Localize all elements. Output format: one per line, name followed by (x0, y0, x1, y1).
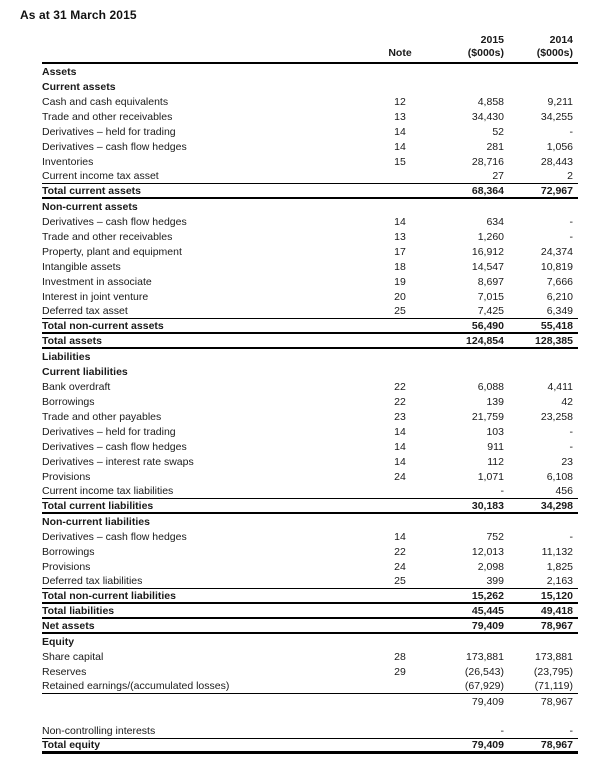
table-row (42, 154, 578, 169)
table-row (42, 139, 578, 154)
cell-label: Total liabilities (42, 604, 115, 617)
total-row (42, 619, 578, 634)
table-row (42, 214, 578, 229)
cell-label: Investment in associate (42, 275, 152, 288)
table-row (42, 94, 578, 109)
cell-v2015: 281 (486, 140, 504, 153)
cell-v2015: 21,759 (471, 410, 504, 423)
table-row (42, 394, 578, 409)
table-body (42, 64, 578, 754)
table-row (42, 574, 578, 589)
table-row (42, 289, 578, 304)
table-row (42, 304, 578, 319)
cell-label: Share capital (42, 650, 104, 663)
column-header-2014 (504, 34, 578, 60)
cell-note: 14 (394, 125, 406, 138)
cell-v2014: - (569, 425, 573, 438)
cell-v2015: 4,858 (477, 95, 504, 108)
cell-note: 14 (394, 530, 406, 543)
total-row (42, 319, 578, 334)
cell-label: Total equity (42, 739, 101, 751)
cell-v2014: 78,967 (540, 619, 573, 632)
cell-v2015: 79,409 (471, 695, 504, 708)
cell-v2015: 30,183 (471, 499, 504, 512)
cell-label: Inventories (42, 155, 94, 168)
cell-label: Net assets (42, 619, 95, 632)
cell-label: Intangible assets (42, 260, 121, 273)
cell-v2014: 6,349 (546, 305, 573, 317)
cell-label: Current assets (42, 80, 116, 93)
column-header-2014-year: 2014 (549, 34, 573, 46)
cell-v2014: - (569, 530, 573, 543)
cell-v2015: 6,088 (477, 380, 504, 393)
cell-v2014: 9,211 (547, 95, 573, 108)
cell-label: Liabilities (42, 350, 91, 363)
cell-v2014: 49,418 (540, 604, 573, 617)
cell-v2015: 399 (486, 575, 504, 587)
cell-note: 23 (394, 410, 406, 423)
cell-v2015: 27 (492, 170, 504, 182)
cell-v2014: - (569, 440, 573, 453)
cell-v2015: - (500, 725, 504, 737)
table-row (42, 109, 578, 124)
cell-label: Total current liabilities (42, 499, 154, 512)
cell-v2014: 7,666 (546, 275, 573, 288)
total-row (42, 589, 578, 604)
table-row (42, 274, 578, 289)
page-title: As at 31 March 2015 (20, 8, 137, 22)
cell-note: 22 (394, 395, 406, 408)
cell-v2014: 6,210 (546, 290, 573, 303)
cell-v2014: 11,132 (541, 545, 573, 558)
cell-v2014: 2 (567, 170, 573, 182)
cell-label: Derivatives – cash flow hedges (42, 440, 187, 453)
cell-v2015: 634 (486, 215, 504, 228)
table-row (42, 469, 578, 484)
cell-label: Current income tax liabilities (42, 485, 174, 497)
cell-v2015: 752 (486, 530, 504, 543)
cell-label: Total assets (42, 334, 102, 347)
cell-note: 13 (394, 230, 406, 243)
cell-v2014: 24,374 (540, 245, 573, 258)
cell-note: 14 (394, 440, 406, 453)
cell-v2014: 2,163 (546, 575, 573, 587)
cell-v2014: - (569, 725, 573, 737)
column-header-2015 (425, 34, 504, 60)
table-column-header (42, 34, 578, 64)
total-row (42, 184, 578, 199)
cell-v2014: 128,385 (535, 334, 573, 347)
table-row (42, 724, 578, 739)
total-row (42, 334, 578, 349)
table-row (42, 649, 578, 664)
cell-v2014: 1,056 (546, 140, 573, 153)
cell-note: 25 (394, 575, 406, 587)
cell-note: 17 (394, 245, 406, 258)
section-header-row (42, 634, 578, 649)
table-row (42, 694, 578, 709)
cell-v2015: 79,409 (471, 739, 504, 751)
section-header-row (42, 79, 578, 94)
cell-v2014: 72,967 (540, 184, 573, 197)
table-row (42, 709, 578, 724)
cell-v2015: 1,260 (477, 230, 504, 243)
table-row (42, 529, 578, 544)
cell-v2014: 15,120 (540, 589, 573, 602)
table-row (42, 544, 578, 559)
cell-label: Provisions (42, 470, 91, 483)
cell-v2014: - (569, 125, 573, 138)
section-header-row (42, 199, 578, 214)
cell-label: Bank overdraft (42, 380, 111, 393)
table-row (42, 439, 578, 454)
cell-note: 12 (394, 95, 406, 108)
cell-v2015: 8,697 (477, 275, 504, 288)
table-row (42, 409, 578, 424)
column-header-2015-year: 2015 (480, 34, 504, 46)
cell-label: Non-current assets (42, 200, 138, 213)
cell-label: Derivatives – interest rate swaps (42, 455, 194, 468)
cell-note: 22 (394, 380, 406, 393)
table-row (42, 664, 578, 679)
table-row (42, 679, 578, 694)
cell-note: 14 (394, 425, 406, 438)
cell-v2015: 68,364 (471, 184, 504, 197)
cell-label: Derivatives – held for trading (42, 425, 176, 438)
cell-v2015: - (500, 485, 504, 497)
cell-note: 28 (394, 650, 406, 663)
cell-v2015: 7,015 (477, 290, 504, 303)
cell-label: Trade and other receivables (42, 110, 173, 123)
column-header-2015-unit: ($000s) (467, 47, 504, 59)
cell-label: Assets (42, 65, 77, 78)
cell-label: Derivatives – held for trading (42, 125, 176, 138)
cell-label: Derivatives – cash flow hedges (42, 140, 187, 153)
total-row (42, 739, 578, 754)
cell-v2014: 34,255 (540, 110, 573, 123)
cell-v2015: 56,490 (471, 319, 504, 332)
cell-v2015: 12,013 (471, 545, 504, 558)
cell-label: Deferred tax asset (42, 305, 128, 317)
cell-v2015: 7,425 (477, 305, 504, 317)
cell-v2014: 173,881 (535, 650, 573, 663)
table-row (42, 124, 578, 139)
cell-v2015: 173,881 (466, 650, 504, 663)
cell-note: 20 (394, 290, 406, 303)
cell-v2014: 42 (561, 395, 573, 408)
cell-v2015: 52 (492, 125, 504, 138)
cell-v2014: 456 (555, 485, 573, 497)
cell-v2015: 1,071 (477, 470, 504, 483)
table-row (42, 484, 578, 499)
section-header-row (42, 514, 578, 529)
cell-v2014: 6,108 (546, 470, 573, 483)
cell-v2014: 1,825 (546, 560, 573, 573)
cell-v2015: 34,430 (471, 110, 504, 123)
cell-note: 13 (394, 110, 406, 123)
cell-note: 29 (394, 665, 406, 678)
cell-note: 24 (394, 470, 406, 483)
column-header-2014-unit: ($000s) (536, 47, 573, 59)
cell-v2014: 23 (561, 455, 573, 468)
cell-note: 24 (394, 560, 406, 573)
cell-v2015: 15,262 (471, 589, 504, 602)
cell-label: Provisions (42, 560, 91, 573)
cell-v2015: 112 (487, 455, 504, 468)
total-row (42, 499, 578, 514)
cell-v2014: 28,443 (540, 155, 573, 168)
cell-note: 22 (394, 545, 406, 558)
cell-label: Retained earnings/(accumulated losses) (42, 680, 230, 692)
cell-v2015: 14,547 (471, 260, 504, 273)
table-row (42, 424, 578, 439)
table-row (42, 244, 578, 259)
cell-v2014: 78,967 (540, 739, 573, 751)
cell-v2014: 34,298 (540, 499, 573, 512)
cell-v2014: 55,418 (540, 319, 573, 332)
cell-label: Total non-current liabilities (42, 589, 176, 602)
cell-label: Current liabilities (42, 365, 128, 378)
cell-v2015: 2,098 (477, 560, 504, 573)
cell-note: 25 (394, 305, 406, 317)
cell-v2014: 4,411 (547, 380, 573, 393)
cell-label: Trade and other receivables (42, 230, 173, 243)
cell-label: Derivatives – cash flow hedges (42, 530, 187, 543)
cell-v2015: 103 (486, 425, 504, 438)
table-row (42, 229, 578, 244)
cell-note: 14 (394, 215, 406, 228)
cell-note: 19 (394, 275, 406, 288)
cell-v2015: 911 (487, 440, 504, 453)
cell-v2015: 28,716 (471, 155, 504, 168)
table-row (42, 169, 578, 184)
financial-table (42, 34, 578, 754)
cell-v2014: - (569, 230, 573, 243)
cell-label: Current income tax asset (42, 170, 159, 182)
cell-label: Deferred tax liabilities (42, 575, 143, 587)
cell-label: Cash and cash equivalents (42, 95, 169, 108)
cell-label: Trade and other payables (42, 410, 162, 423)
cell-label: Non-current liabilities (42, 515, 150, 528)
cell-v2015: (26,543) (464, 665, 504, 678)
column-header-note: Note (388, 47, 412, 59)
cell-label: Property, plant and equipment (42, 245, 182, 258)
cell-label: Derivatives – cash flow hedges (42, 215, 187, 228)
cell-v2014: 23,258 (540, 410, 573, 423)
cell-label: Non-controlling interests (42, 725, 156, 737)
section-header-row (42, 364, 578, 379)
table-row (42, 559, 578, 574)
cell-label: Total non-current assets (42, 319, 164, 332)
cell-v2015: (67,929) (464, 680, 504, 692)
cell-label: Interest in joint venture (42, 290, 149, 303)
cell-v2014: - (569, 215, 573, 228)
cell-note: 15 (394, 155, 406, 168)
cell-v2015: 16,912 (471, 245, 504, 258)
cell-note: 14 (394, 455, 406, 468)
cell-v2014: 10,819 (540, 260, 573, 273)
cell-v2014: (71,119) (534, 680, 573, 692)
cell-v2015: 124,854 (466, 334, 504, 347)
section-header-row (42, 64, 578, 79)
section-header-row (42, 349, 578, 364)
cell-v2015: 139 (486, 395, 504, 408)
table-row (42, 379, 578, 394)
cell-label: Reserves (42, 665, 87, 678)
cell-v2014: 78,967 (540, 695, 573, 708)
cell-note: 18 (394, 260, 406, 273)
cell-label: Total current assets (42, 184, 142, 197)
table-row (42, 259, 578, 274)
cell-label: Borrowings (42, 545, 95, 558)
cell-v2015: 45,445 (471, 604, 504, 617)
table-row (42, 454, 578, 469)
cell-label: Equity (42, 635, 75, 648)
total-row (42, 604, 578, 619)
cell-v2014: (23,795) (533, 665, 573, 678)
cell-note: 14 (394, 140, 406, 153)
cell-label: Borrowings (42, 395, 95, 408)
cell-v2015: 79,409 (471, 619, 504, 632)
